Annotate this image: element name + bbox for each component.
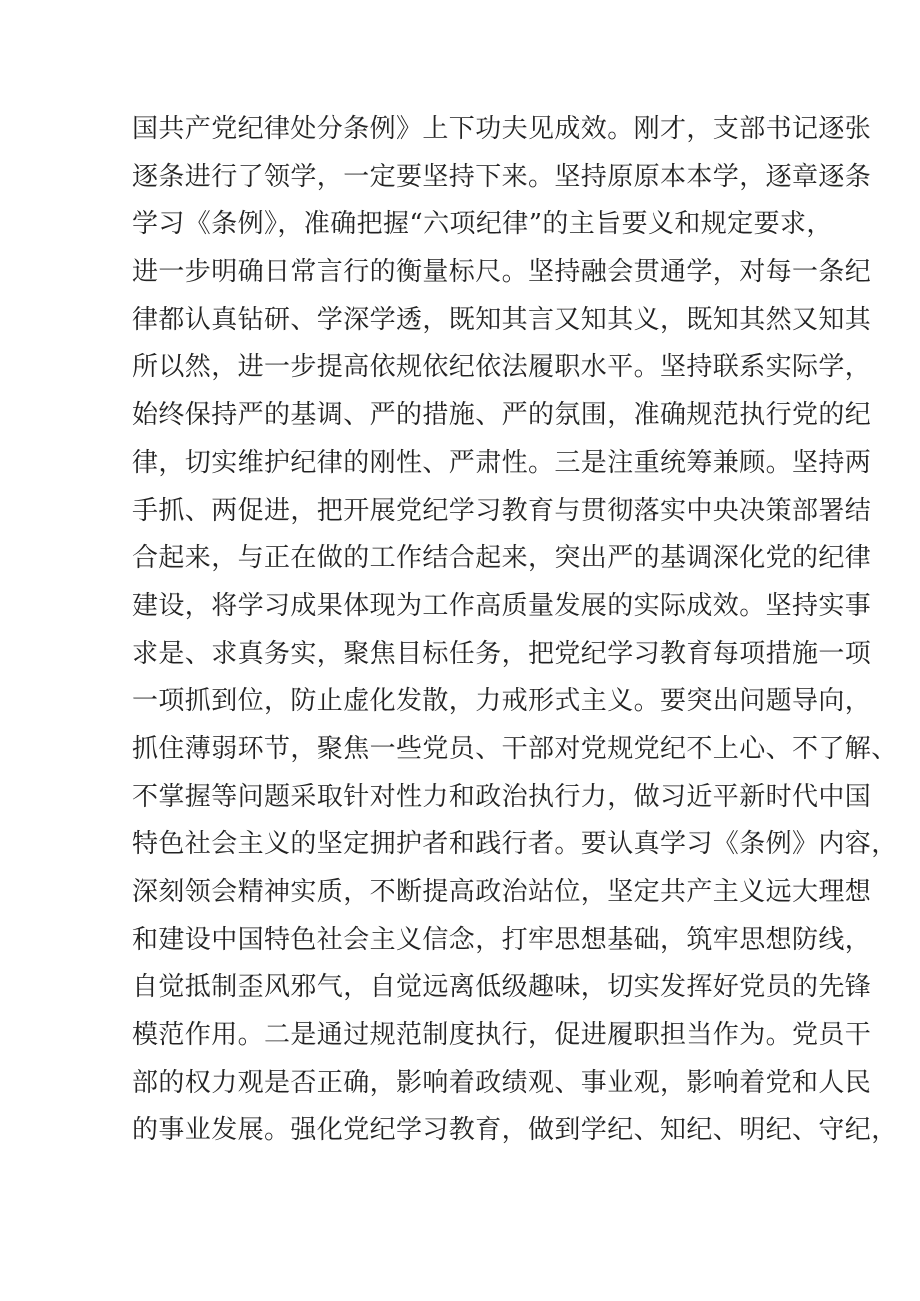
text-line: 特色社会主义的坚定拥护者和践行者。要认真学习《条例》内容， — [132, 829, 898, 860]
text-line: 深刻领会精神实质，不断提高政治站位，坚定共产主义远大理想 — [132, 877, 872, 907]
text-line: 自觉抵制歪风邪气，自觉远离低级趣味，切实发挥好党员的先锋 — [132, 972, 872, 1003]
text-line: 手抓、两促进，把开展党纪学习教育与贯彻落实中央决策部署结 — [132, 495, 872, 526]
text-line: 一项抓到位，防止虚化发散，力戒形式主义。要突出问题导向， — [132, 686, 872, 717]
text-line: 部的权力观是否正确，影响着政绩观、事业观，影响着党和人民 — [132, 1067, 872, 1098]
text-line: 逐条进行了领学，一定要坚持下来。坚持原原本本学，逐章逐条 — [132, 161, 872, 192]
text-line: 国共产党纪律处分条例》上下功夫见成效。刚才，支部书记逐张 — [132, 114, 872, 144]
text-line: 进一步明确日常言行的衡量标尺。坚持融会贯通学，对每一条纪 — [132, 257, 872, 288]
text-line: 的事业发展。强化党纪学习教育，做到学纪、知纪、明纪、守纪， — [132, 1115, 898, 1146]
text-line: 律都认真钻研、学深学透，既知其言又知其义，既知其然又知其 — [132, 304, 872, 335]
text-line: 律，切实维护纪律的刚性、严肃性。三是注重统筹兼顾。坚持两 — [132, 447, 872, 478]
text-line: 所以然，进一步提高依规依纪依法履职水平。坚持联系实际学， — [132, 352, 872, 383]
body-text — [132, 106, 898, 1155]
text-line: 合起来，与正在做的工作结合起来，突出严的基调深化党的纪律 — [132, 543, 872, 574]
text-line: 不掌握等问题采取针对性力和政治执行力，做习近平新时代中国 — [132, 781, 872, 812]
text-line: 求是、求真务实，聚焦目标任务，把党纪学习教育每项措施一项 — [132, 638, 872, 669]
text-line: 始终保持严的基调、严的措施、严的氛围，准确规范执行党的纪 — [132, 400, 872, 431]
text-line: 抓住薄弱环节，聚焦一些党员、干部对党规党纪不上心、不了解、 — [132, 733, 898, 764]
text-line: 建设，将学习成果体现为工作高质量发展的实际成效。坚持实事 — [132, 590, 872, 621]
text-line: 和建设中国特色社会主义信念，打牢思想基础，筑牢思想防线， — [132, 924, 872, 955]
text-line: 模范作用。二是通过规范制度执行，促进履职担当作为。党员干 — [132, 1020, 872, 1051]
text-line: 学习《条例》，准确把握“六项纪律”的主旨要义和规定要求， — [132, 209, 833, 240]
